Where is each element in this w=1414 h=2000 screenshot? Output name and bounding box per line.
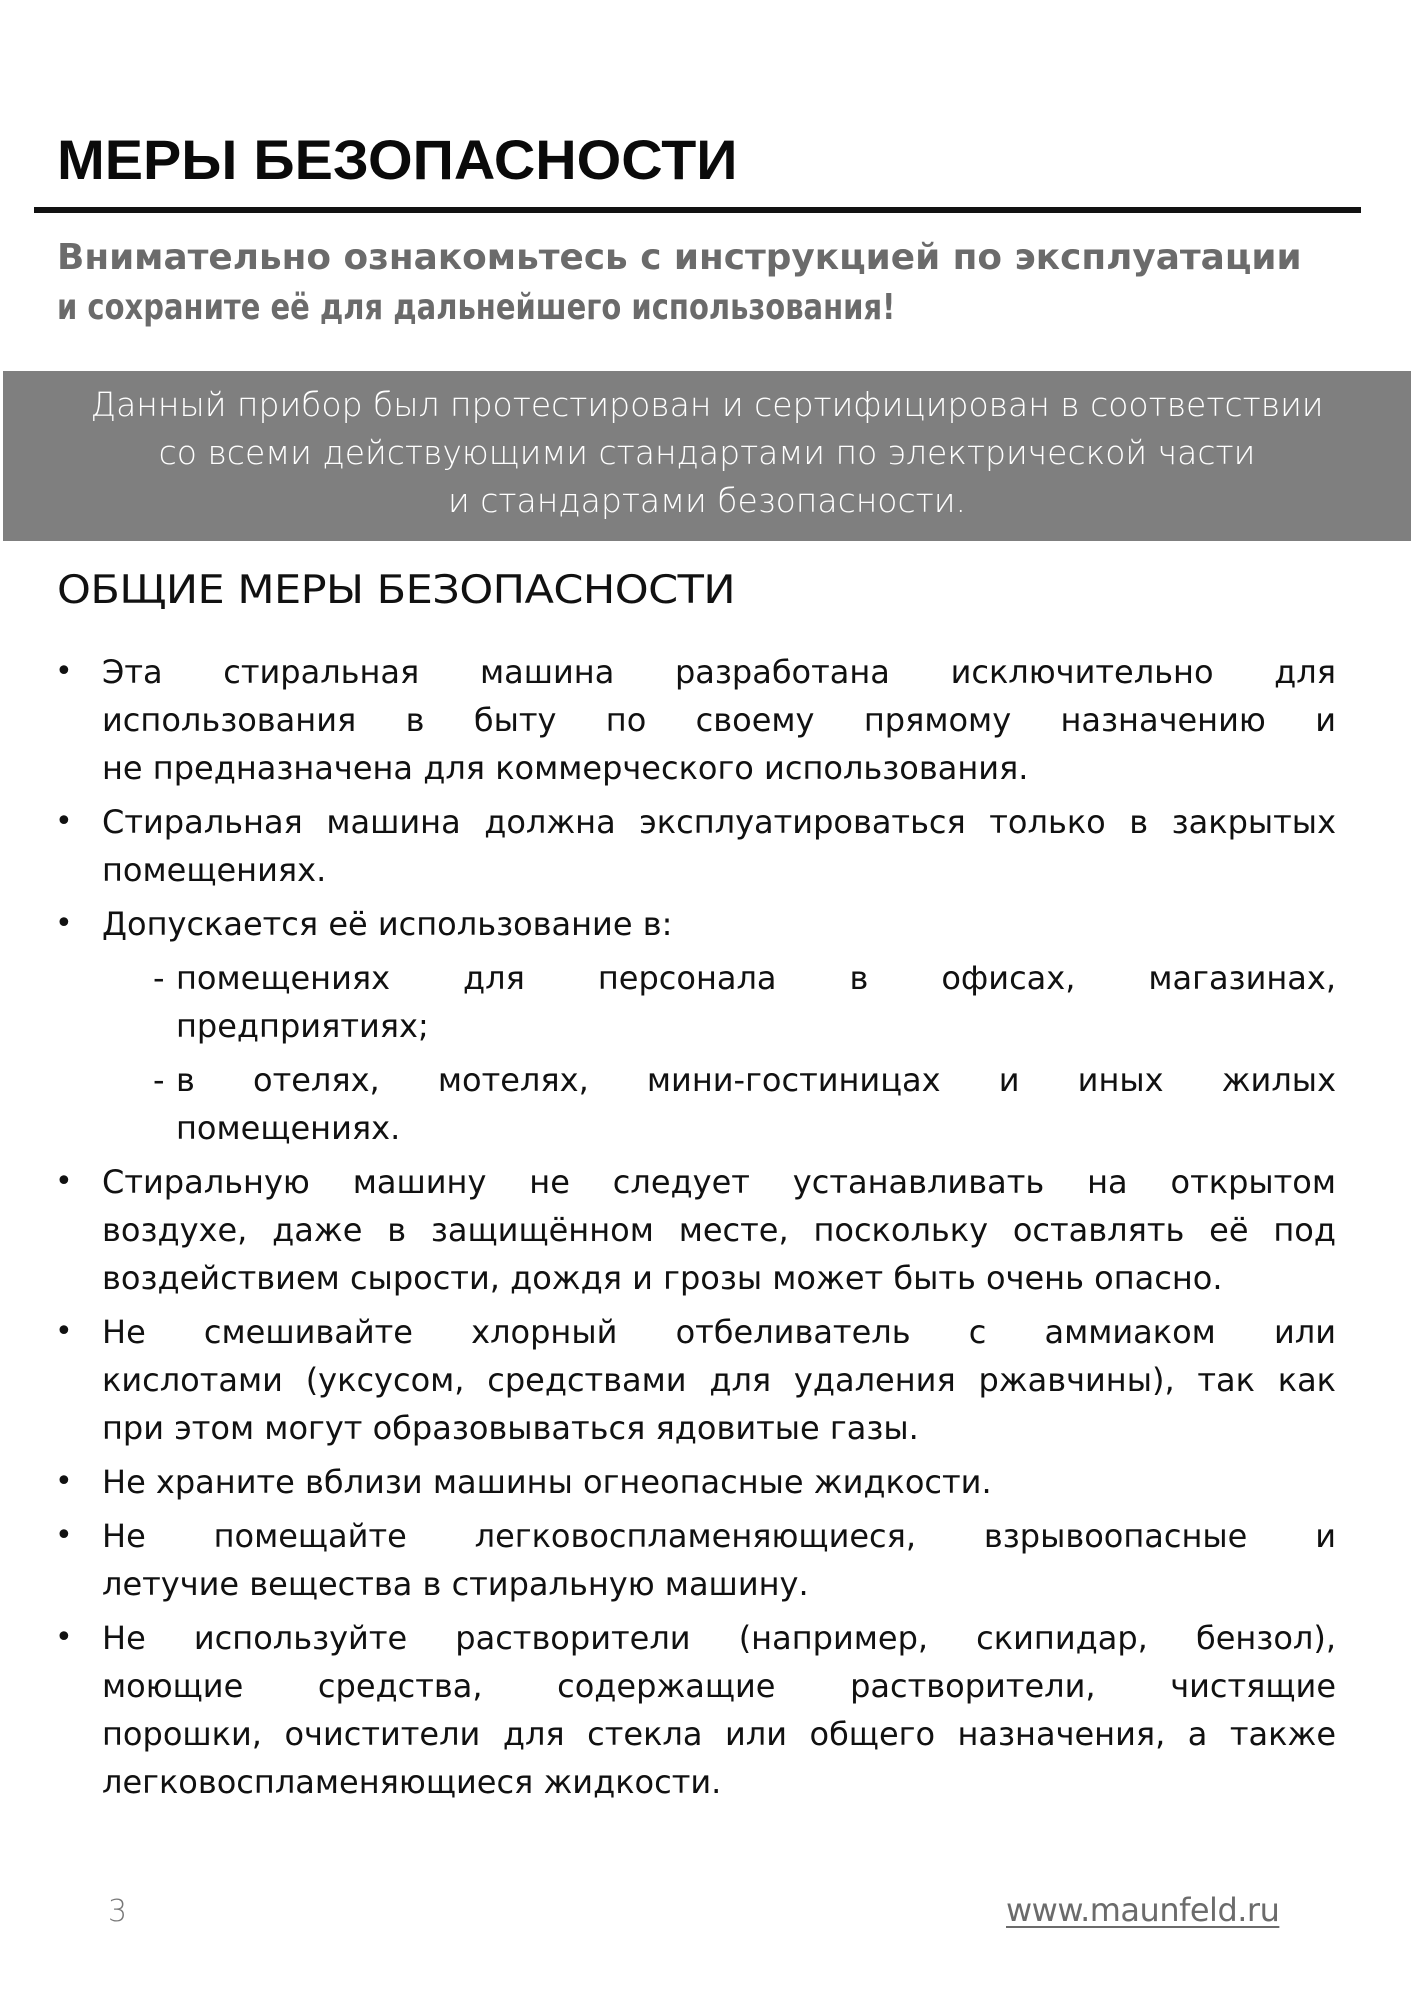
list-item-text: воздействием сырости, дождя и грозы может быть очень опасно. [102,1259,1223,1297]
list-item-line [0,1458,1414,1506]
list-item-text: легковоспламеняющиеся жидкости. [102,1763,722,1801]
bullet-icon: • [55,1314,73,1349]
subtitle-line: и сохраните её для дальнейшего использования! [57,287,896,328]
sub-item-text: предприятиях; [176,1007,429,1045]
list-item-text: не предназначена для коммерческого использования. [102,749,1029,787]
list-item-text: Не помещайте легковоспламеняющиеся, взрывоопасные и [102,1517,1336,1555]
list-item-text: Не храните вблизи машины огнеопасные жидкости. [102,1463,992,1501]
list-item-line [0,846,1414,894]
list-item-line [0,696,1414,744]
notice-line: Данный прибор был протестирован и сертифицирован в соответствии [90,385,1324,424]
sub-item-text: помещениях для персонала в офисах, магазинах, [176,959,1336,997]
list-item-line [0,1614,1414,1662]
bullet-icon: • [55,1464,73,1499]
bullet-icon: • [55,804,73,839]
list-item-line [0,798,1414,846]
dash-icon: - [153,959,165,997]
list-item-line [0,1254,1414,1302]
list-item-line [0,1206,1414,1254]
bullet-icon: • [55,1518,73,1553]
sub-item-text: помещениях. [176,1109,401,1147]
list-item-line [0,900,1414,948]
list-item-text: помещениях. [102,851,327,889]
list-item-line [0,1308,1414,1356]
list-item-text: порошки, очистители для стекла или общего назначения, а также [102,1715,1336,1753]
list-item-text: кислотами (уксусом, средствами для удаления ржавчины), так как [102,1361,1336,1399]
list-item-text: при этом могут образовываться ядовитые газы. [102,1409,919,1447]
list-item-line [0,1710,1414,1758]
subtitle-line: Внимательно ознакомьтесь с инструкцией по эксплуатации [57,237,1302,278]
list-item-line [0,1662,1414,1710]
list-item-line [0,1512,1414,1560]
bullet-icon: • [55,1164,73,1199]
page-title: МЕРЫ БЕЗОПАСНОСТИ [57,128,738,191]
list-item-line [0,1404,1414,1452]
list-item-line [0,1758,1414,1806]
certification-notice [3,371,1411,541]
list-item-line [0,1560,1414,1608]
title-divider [34,207,1361,213]
sub-item-line [0,1056,1414,1104]
list-item-text: Стиральную машину не следует устанавливать на открытом [102,1163,1336,1201]
notice-line: со всеми действующими стандартами по электрической части [158,433,1256,472]
list-item-line [0,648,1414,696]
bullet-icon: • [55,654,73,689]
sub-item-line [0,1104,1414,1152]
list-item-text: Стиральная машина должна эксплуатироваться только в закрытых [102,803,1336,841]
list-item-text: использования в быту по своему прямому назначению и [102,701,1336,739]
list-item-text: моющие средства, содержащие растворители, чистящие [102,1667,1336,1705]
sub-item-line [0,1002,1414,1050]
sub-item-text: в отелях, мотелях, мини-гостиницах и иных жилых [176,1061,1336,1099]
notice-line: и стандартами безопасности. [448,481,966,520]
bullet-icon: • [55,1620,73,1655]
page-number: 3 [108,1894,128,1929]
subtitle-warning [57,233,1357,333]
list-item-text: летучие вещества в стиральную машину. [102,1565,809,1603]
list-item-text: Не используйте растворители (например, скипидар, бензол), [102,1619,1336,1657]
list-item-text: Эта стиральная машина разработана исключительно для [102,653,1336,691]
list-item-text: Допускается её использование в: [102,905,673,943]
list-item-text: Не смешивайте хлорный отбеливатель с аммиаком или [102,1313,1336,1351]
list-item-text: воздухе, даже в защищённом месте, поскольку оставлять её под [102,1211,1336,1249]
section-heading: ОБЩИЕ МЕРЫ БЕЗОПАСНОСТИ [57,568,736,613]
bullet-icon: • [55,906,73,941]
website-link[interactable]: www.maunfeld.ru [1006,1891,1280,1929]
dash-icon: - [153,1061,165,1099]
list-item-line [0,1356,1414,1404]
list-item-line [0,1158,1414,1206]
sub-item-line [0,954,1414,1002]
list-item-line [0,744,1414,792]
